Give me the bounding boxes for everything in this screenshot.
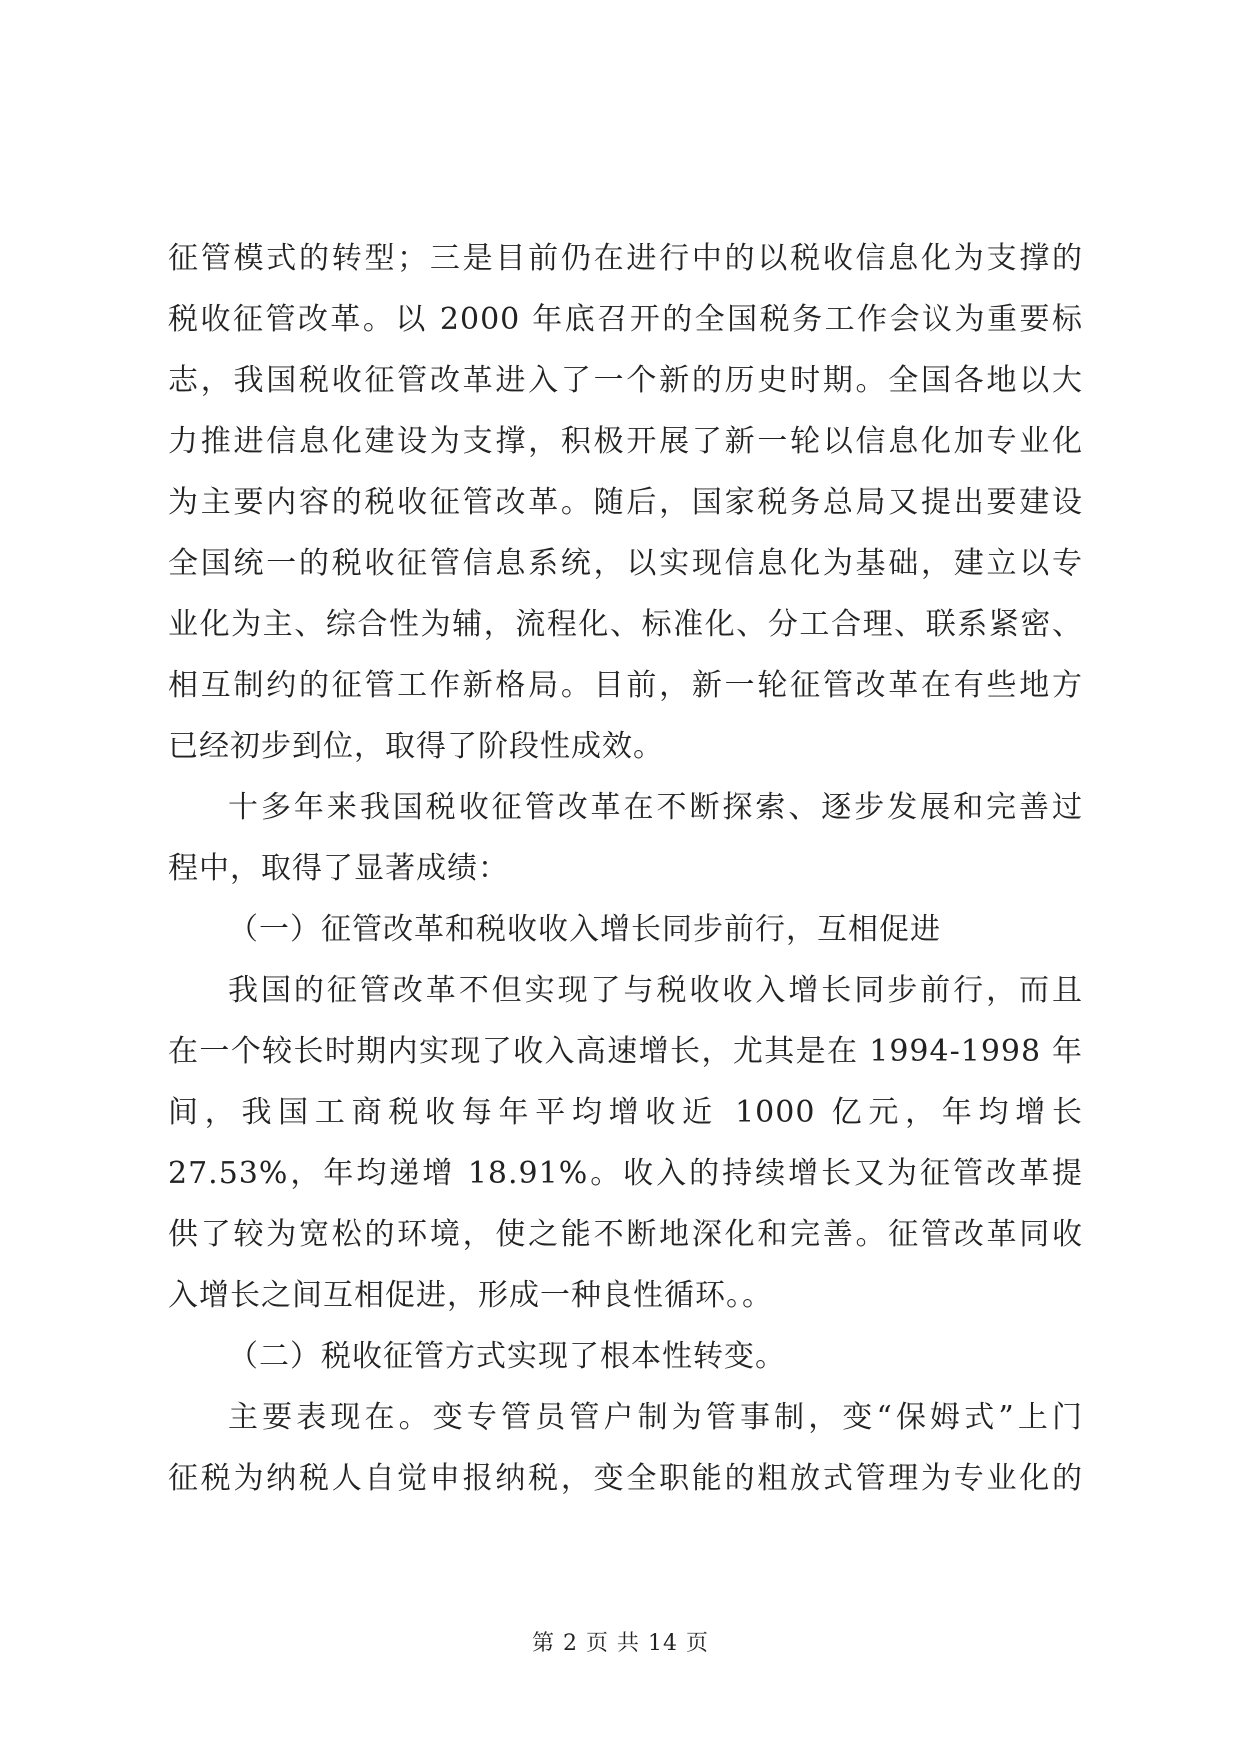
- paragraph-achievements-intro: [168, 777, 1083, 899]
- section-heading-1: （一）征管改革和税收收入增长同步前行，互相促进: [228, 912, 941, 947]
- text-line: 供了较为宽松的环境，使之能不断地深化和完善。征管改革同收: [168, 1217, 1083, 1252]
- text-line: 入增长之间互相促进，形成一种良性循环。。: [168, 1278, 773, 1313]
- text-line: 业化为主、综合性为辅，流程化、标准化、分工合理、联系紧密、: [168, 607, 1083, 642]
- text-line: 全国统一的税收征管信息系统，以实现信息化为基础，建立以专: [168, 546, 1083, 581]
- text-line: 间，我国工商税收每年平均增收近 1000 亿元，年均增长: [168, 1095, 1083, 1130]
- paragraph-collection-methods: [168, 1387, 1083, 1509]
- text-line: 力推进信息化建设为支撑，积极开展了新一轮以信息化加专业化: [168, 424, 1083, 459]
- page-number-footer: 第 2 页 共 14 页: [532, 1631, 709, 1656]
- section-heading-2: （二）税收征管方式实现了根本性转变。: [228, 1339, 786, 1374]
- text-line: 征管模式的转型；三是目前仍在进行中的以税收信息化为支撑的: [168, 241, 1083, 276]
- text-line: 27.53%，年均递增 18.91%。收入的持续增长又为征管改革提: [168, 1156, 1083, 1191]
- text-line: 已经初步到位，取得了阶段性成效。: [168, 729, 664, 764]
- paragraph-continuation: [168, 228, 1083, 777]
- text-line: 征税为纳税人自觉申报纳税，变全职能的粗放式管理为专业化的: [168, 1461, 1083, 1496]
- text-line: 主要表现在。变专管员管户制为管事制，变“保姆式”上门: [228, 1400, 1083, 1435]
- text-line: 志，我国税收征管改革进入了一个新的历史时期。全国各地以大: [168, 363, 1083, 398]
- document-body: [168, 228, 1083, 1509]
- text-line: 十多年来我国税收征管改革在不断探索、逐步发展和完善过: [228, 790, 1083, 825]
- text-line: 为主要内容的税收征管改革。随后，国家税务总局又提出要建设: [168, 485, 1083, 520]
- paragraph-revenue-growth: [168, 960, 1083, 1326]
- text-line: 我国的征管改革不但实现了与税收收入增长同步前行，而且: [228, 973, 1083, 1008]
- text-line: 程中，取得了显著成绩：: [168, 851, 509, 886]
- text-line: 在一个较长时期内实现了收入高速增长，尤其是在 1994-1998 年: [168, 1034, 1083, 1069]
- text-line: 税收征管改革。以 2000 年底召开的全国税务工作会议为重要标: [168, 302, 1083, 337]
- text-line: 相互制约的征管工作新格局。目前，新一轮征管改革在有些地方: [168, 668, 1083, 703]
